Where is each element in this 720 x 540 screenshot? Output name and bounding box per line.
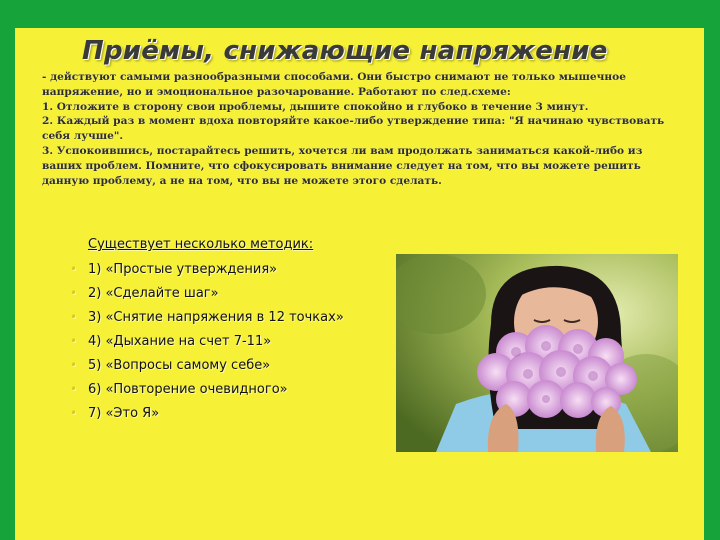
intro-text: [42, 70, 682, 188]
method-item: • 5) «Вопросы самому себе»: [70, 357, 360, 374]
method-item: • 4) «Дыхание на счет 7-11»: [70, 333, 360, 350]
method-item: • 6) «Повторение очевидного»: [70, 381, 360, 398]
intro-paragraph: - действуют самыми разнообразными способами. Они быстро снимают не только мышечное напряжение, но и эмоциональное разочарование. Работают по след.схеме:: [42, 71, 626, 98]
method-item: • 3) «Снятие напряжения в 12 точках»: [70, 309, 360, 326]
intro-step-1: 1. Отложите в сторону свои проблемы, дышите спокойно и глубоко в течение 3 минут.: [42, 100, 589, 113]
method-item: • 1) «Простые утверждения»: [70, 261, 360, 278]
methods-heading: Существует несколько методик:: [88, 237, 314, 252]
intro-step-2: 2. Каждый раз в момент вдоха повторяйте какое-либо утверждение типа: "Я начинаю чувствовать себя лучше".: [42, 115, 665, 143]
woman-with-flowers-photo: [396, 254, 678, 452]
methods-list: [70, 236, 360, 429]
method-item: • 7) «Это Я»: [70, 405, 360, 422]
slide-title: Приёмы, снижающие напряжение: [82, 36, 608, 66]
method-item: • 2) «Сделайте шаг»: [70, 285, 360, 302]
intro-step-3: 3. Успокоившись, постарайтесь решить, хочется ли вам продолжать заниматься какой-либо из ваших проблем. Помните, что сфокусировать внимание следует на том, что вы можете решить данную проблему, а не на том, что вы не можете этого сделать.: [42, 144, 643, 187]
